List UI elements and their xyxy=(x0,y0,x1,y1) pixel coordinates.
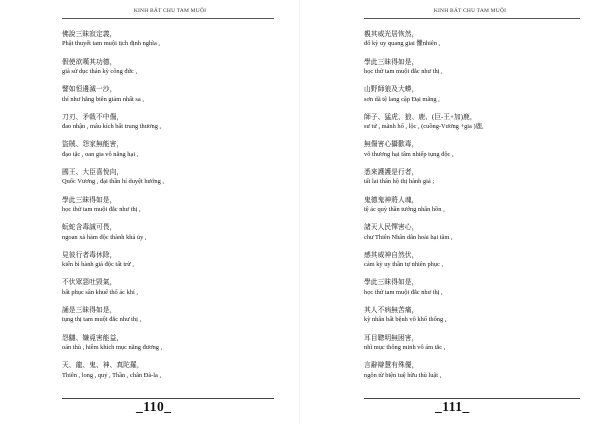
verse-item xyxy=(364,306,578,334)
verse-item xyxy=(364,30,578,58)
vietnamese-line: tất lai thân hộ thị hành giả ; xyxy=(364,178,435,186)
chinese-line: 覩其威光居恢然， xyxy=(364,31,419,38)
vietnamese-line: kỳ nhân bất bệnh vô khổ thống , xyxy=(364,316,447,324)
verse-item xyxy=(364,168,578,196)
chinese-line: 盜賊、怨家無能害， xyxy=(62,141,124,149)
vietnamese-line: vô thương hại tâm nhiếp tụng độc , xyxy=(364,150,454,158)
vietnamese-line: đao nhận , mâu kích bất trung thương , xyxy=(62,123,162,131)
chinese-line: 無傷害心攝歡毒， xyxy=(364,141,419,149)
verse-item xyxy=(364,334,578,362)
header-divider xyxy=(364,18,580,19)
chinese-line: 鬼德鬼神將人魂， xyxy=(364,196,419,204)
running-head: KINH BÁT CHU TAM MUỘI xyxy=(433,8,507,14)
verse-item xyxy=(62,30,272,58)
footer-divider xyxy=(364,398,580,399)
chinese-line: 諸天人民憚害心， xyxy=(364,224,419,232)
vietnamese-line: kiến bỉ hành giả độc tất trừ , xyxy=(62,261,134,269)
chinese-line: 譬如恒邊滅一沙， xyxy=(62,86,117,94)
verse-item xyxy=(62,196,272,224)
chinese-line: 國王、大臣喜悅向， xyxy=(62,168,124,176)
verse-item xyxy=(364,85,578,113)
chinese-line: 悉來護護是行者， xyxy=(364,168,419,176)
chinese-line: 刀刃、矛戟不中傷， xyxy=(62,113,124,121)
verse-list xyxy=(364,30,578,389)
vietnamese-line: chư Thiên Nhân dân hoài hại tâm , xyxy=(364,233,453,241)
chinese-line: 不伏眾惡吐毀氣， xyxy=(62,279,117,287)
chinese-line: 山野師狼及大蟒， xyxy=(364,86,419,94)
verse-list xyxy=(62,30,272,389)
verse-item xyxy=(364,223,578,251)
header-divider xyxy=(62,18,274,19)
verse-item xyxy=(364,140,578,168)
vietnamese-line: đạo tặc , oan gia vô năng hại , xyxy=(62,150,139,158)
vietnamese-line: ngoan xà hàm độc thành khả úy , xyxy=(62,233,147,241)
chinese-line: 學此三昧得如是， xyxy=(364,279,419,287)
chinese-line: 學此三昧得如是， xyxy=(62,196,117,204)
vietnamese-line: giả sử dục thán kỳ công đức , xyxy=(62,68,138,75)
verse-item xyxy=(364,196,578,224)
vietnamese-line: ngôn từ biện tuệ hữu thù luật , xyxy=(364,371,442,379)
verse-item xyxy=(62,85,272,113)
chinese-line: 誦是三昧得如是， xyxy=(62,306,117,314)
verse-item xyxy=(364,113,578,141)
right-page xyxy=(300,0,600,424)
verse-item xyxy=(62,361,272,389)
vietnamese-line: học thử tam muội đắc như thị , xyxy=(62,205,141,213)
vietnamese-line: thí như hằng biên giảm nhất sa , xyxy=(62,95,144,103)
verse-item xyxy=(364,58,578,86)
verse-item xyxy=(62,223,272,251)
verse-item xyxy=(62,334,272,362)
chinese-line: 見彼行者毒休除， xyxy=(62,251,117,259)
vietnamese-line: tệ ác quỷ thần tướng nhân hồn , xyxy=(364,205,445,213)
chinese-line: 怨讎、嫌覓害能益， xyxy=(62,334,124,342)
chinese-line: 感其威神自然伏， xyxy=(364,251,419,259)
vietnamese-line: đổ kỳ uy quang giai 懼nhiên , xyxy=(364,40,441,48)
vietnamese-line: nhĩ mục thông minh vô ám tắc , xyxy=(364,343,446,351)
verse-item xyxy=(62,251,272,279)
vietnamese-line: học thử tam muội đắc như thị , xyxy=(364,288,443,296)
running-head: KINH BÁT CHU TAM MUỘI xyxy=(133,8,207,14)
chinese-line: 學此三昧得如是， xyxy=(364,58,419,66)
verse-item xyxy=(62,113,272,141)
chinese-line: 師子、猛虎、狼、鹿、(巨-王+加)鹿， xyxy=(364,113,477,121)
chinese-line: 天、龍、鬼、神、真陀羅， xyxy=(62,362,144,370)
chinese-line: 言辭辯慧有殊優， xyxy=(364,362,419,370)
chinese-line: 耳目聰明無困害， xyxy=(364,334,419,342)
vietnamese-line: sơn dã tệ lang cập Đại mãng , xyxy=(364,95,440,103)
verse-item xyxy=(364,251,578,279)
page-number: _111_ xyxy=(435,399,470,414)
vietnamese-line: tụng thị tam muội đắc như thị , xyxy=(62,316,142,324)
chinese-line: 其人不病無苦痛， xyxy=(364,306,419,314)
verse-item xyxy=(62,306,272,334)
chinese-line: 佛說三昧寂定義， xyxy=(62,31,117,38)
verse-item xyxy=(364,278,578,306)
vietnamese-line: cảm kỳ uy thần tự nhiên phục , xyxy=(364,261,444,269)
vietnamese-line: học thử tam muội đắc như thị , xyxy=(364,68,443,75)
vietnamese-line: Thiên , long , quỷ , Thần , chân Đà-la , xyxy=(62,371,162,379)
verse-item xyxy=(62,168,272,196)
verse-item xyxy=(62,278,272,306)
verse-item xyxy=(62,140,272,168)
chinese-line: 假使欲嘆其功德， xyxy=(62,58,117,66)
vietnamese-line: Phật thuyết tam muội tịch định nghĩa , xyxy=(62,40,160,48)
verse-item xyxy=(62,58,272,86)
vietnamese-line: oán thù , hiềm khích mục năng đương , xyxy=(62,343,163,351)
vietnamese-line: bất phục sân khuể thổ ác khí , xyxy=(62,288,138,296)
page-number: _110_ xyxy=(136,399,172,414)
vietnamese-line: Quốc Vương , đại thần hỉ duyệt hướng , xyxy=(62,178,164,186)
chinese-line: 蚖蛇含毒誠可畏， xyxy=(62,224,117,232)
vietnamese-line: sư tử , mãnh hổ , lộc , (cuồng-Vương +gia )鹿, xyxy=(364,123,484,131)
verse-item xyxy=(364,361,578,389)
